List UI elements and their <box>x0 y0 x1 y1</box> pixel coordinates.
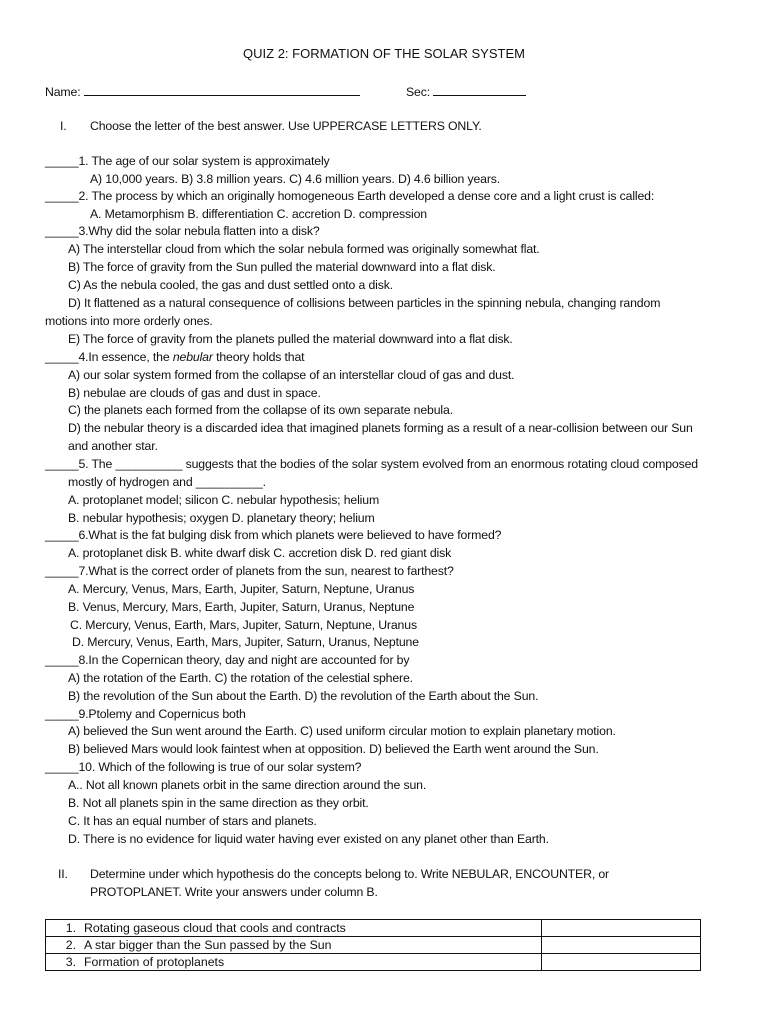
question-7: _____7.What is the correct order of planets from the sun, nearest to farthest? <box>45 564 454 578</box>
section-label: Sec: <box>406 85 431 99</box>
question-10: _____10. Which of the following is true of our solar system? <box>45 760 362 774</box>
question-4-option-a: A) our solar system formed from the collapse of an interstellar cloud of gas and dust. <box>68 368 515 382</box>
part2-instruction-line2: PROTOPLANET. Write your answers under column B. <box>90 885 378 899</box>
table-row <box>46 920 701 937</box>
question-4-pre: _____4.In essence, the <box>45 350 173 364</box>
question-3-option-d-cont: motions into more orderly ones. <box>45 314 213 328</box>
table-row <box>46 954 701 971</box>
question-10-option-c: C. It has an equal number of stars and planets. <box>68 814 317 828</box>
question-10-option-a: A.. Not all known planets orbit in the same direction around the sun. <box>68 778 427 792</box>
concept-text: Rotating gaseous cloud that cools and contracts <box>84 921 346 935</box>
question-10-option-d: D. There is no evidence for liquid water having ever existed on any planet other than Earth. <box>68 832 549 846</box>
question-3-option-a: A) The interstellar cloud from which the solar nebula formed was originally somewhat flat. <box>68 242 540 256</box>
question-4-post: theory holds that <box>212 350 305 364</box>
answer-table <box>45 919 701 971</box>
question-7-option-c: C. Mercury, Venus, Earth, Mars, Jupiter, Saturn, Neptune, Uranus <box>70 618 417 632</box>
question-5: _____5. The __________ suggests that the bodies of the solar system evolved from an enormous rotating cloud composed <box>45 457 698 471</box>
question-5-options-ac: A. protoplanet model; silicon C. nebular hypothesis; helium <box>68 493 380 507</box>
part1-instruction: Choose the letter of the best answer. Use UPPERCASE LETTERS ONLY. <box>90 119 482 133</box>
answer-cell[interactable] <box>541 937 700 954</box>
table-cell-concept <box>46 954 542 971</box>
question-4-emphasis: nebular <box>172 350 213 364</box>
concept-text: Formation of protoplanets <box>84 955 225 969</box>
question-7-option-d: D. Mercury, Venus, Earth, Mars, Jupiter, Saturn, Uranus, Neptune <box>72 635 419 649</box>
part1-roman: I. <box>60 119 67 133</box>
table-cell-concept <box>46 937 542 954</box>
question-10-option-b: B. Not all planets spin in the same direction as they orbit. <box>68 796 369 810</box>
question-4-option-b: B) nebulae are clouds of gas and dust in space. <box>68 386 321 400</box>
row-number: 3. <box>65 955 76 969</box>
section-field[interactable] <box>406 84 526 100</box>
question-1: _____1. The age of our solar system is approximately <box>45 154 330 168</box>
question-6-choices: A. protoplanet disk B. white dwarf disk C. accretion disk D. red giant disk <box>68 546 452 560</box>
row-number: 1. <box>65 921 76 935</box>
question-4 <box>45 350 304 365</box>
question-3: _____3.Why did the solar nebula flatten into a disk? <box>45 224 320 238</box>
question-3-option-c: C) As the nebula cooled, the gas and dust settled onto a disk. <box>68 278 393 292</box>
page-title: QUIZ 2: FORMATION OF THE SOLAR SYSTEM <box>243 46 525 61</box>
name-field[interactable] <box>45 84 360 100</box>
question-7-option-a: A. Mercury, Venus, Mars, Earth, Jupiter, Saturn, Neptune, Uranus <box>68 582 415 596</box>
question-4-option-c: C) the planets each formed from the collapse of its own separate nebula. <box>68 403 453 417</box>
answer-cell[interactable] <box>541 954 700 971</box>
question-8-options-ac: A) the rotation of the Earth. C) the rotation of the celestial sphere. <box>68 671 413 685</box>
question-2: _____2. The process by which an originally homogeneous Earth developed a dense core and a light crust is called: <box>45 189 655 203</box>
question-3-option-b: B) The force of gravity from the Sun pulled the material downward into a flat disk. <box>68 260 496 274</box>
section-blank[interactable] <box>433 84 526 96</box>
question-3-option-d: D) It flattened as a natural consequence of collisions between particles in the spinning nebula, changing random <box>68 296 661 310</box>
question-1-choices: A) 10,000 years. B) 3.8 million years. C) 4.6 million years. D) 4.6 billion years. <box>90 172 501 186</box>
question-5-cont: mostly of hydrogen and __________. <box>68 475 266 489</box>
table-row <box>46 937 701 954</box>
question-4-option-d-cont: and another star. <box>68 439 158 453</box>
name-blank[interactable] <box>84 84 360 96</box>
question-4-option-d: D) the nebular theory is a discarded idea that imagined planets forming as a result of a near-collision between our Sun <box>68 421 693 435</box>
question-2-choices: A. Metamorphism B. differentiation C. accretion D. compression <box>90 207 427 221</box>
part2-roman: II. <box>58 867 68 881</box>
question-9-options-ac: A) believed the Sun went around the Earth. C) used uniform circular motion to explain planetary motion. <box>68 724 616 738</box>
concept-text: A star bigger than the Sun passed by the Sun <box>84 938 332 952</box>
question-9: _____9.Ptolemy and Copernicus both <box>45 707 246 721</box>
question-5-options-bd: B. nebular hypothesis; oxygen D. planetary theory; helium <box>68 511 375 525</box>
question-7-option-b: B. Venus, Mercury, Mars, Earth, Jupiter, Saturn, Uranus, Neptune <box>68 600 415 614</box>
table-cell-concept <box>46 920 542 937</box>
question-6: _____6.What is the fat bulging disk from which planets were believed to have formed? <box>45 528 502 542</box>
question-3-option-e: E) The force of gravity from the planets pulled the material downward into a flat disk. <box>68 332 513 346</box>
answer-cell[interactable] <box>541 920 700 937</box>
part2-instruction-line1: Determine under which hypothesis do the concepts belong to. Write NEBULAR, ENCOUNTER, or <box>90 867 609 881</box>
row-number: 2. <box>65 938 76 952</box>
name-label: Name: <box>45 85 81 99</box>
question-8: _____8.In the Copernican theory, day and night are accounted for by <box>45 653 410 667</box>
question-8-options-bd: B) the revolution of the Sun about the Earth. D) the revolution of the Earth about the Sun. <box>68 689 539 703</box>
question-9-options-bd: B) believed Mars would look faintest when at opposition. D) believed the Earth went around the Sun. <box>68 742 599 756</box>
